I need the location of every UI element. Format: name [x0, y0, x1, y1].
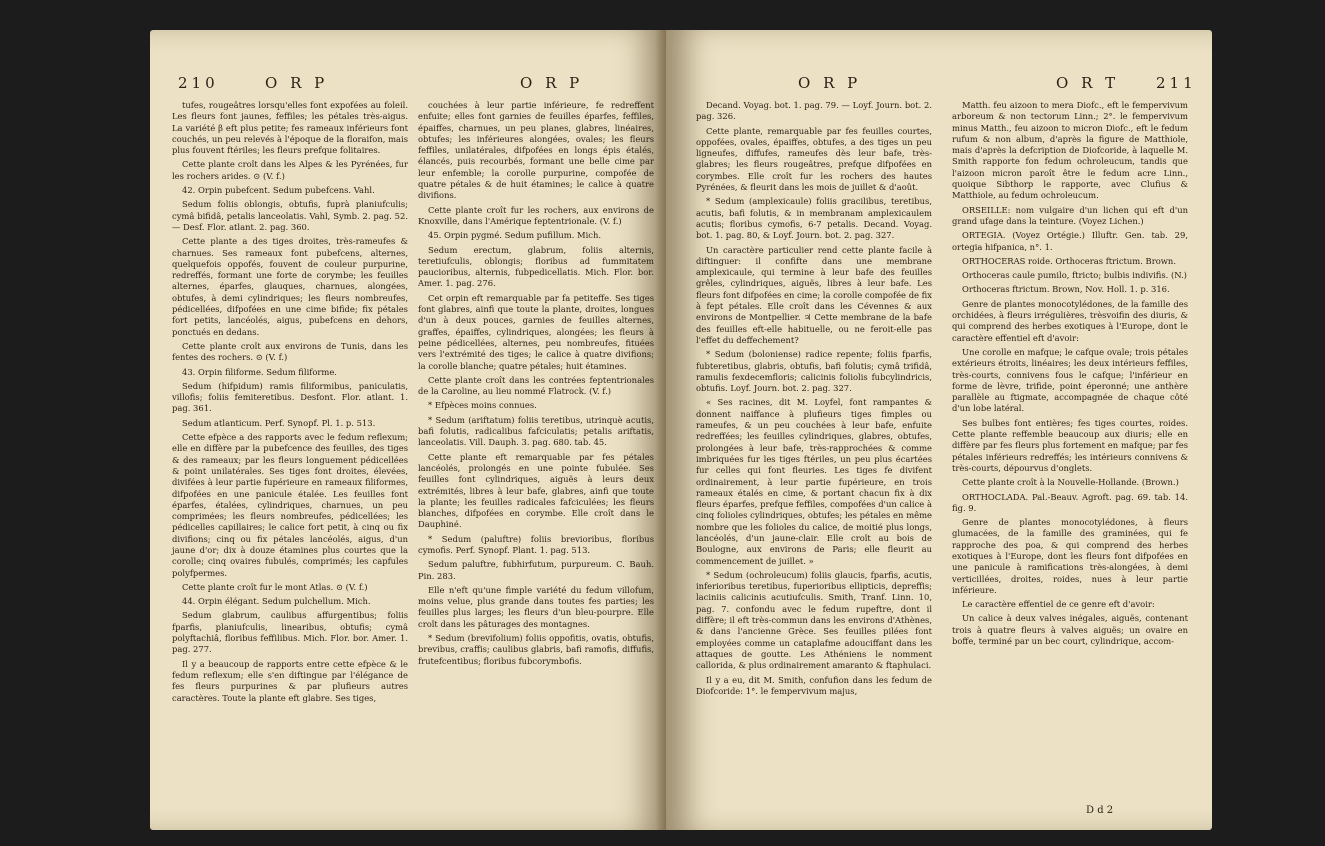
text-paragraph: Cet orpin eft remarquable par fa petiteffe. Ses tiges font glabres, ainfi que toute la plante, droites, longues d'un à deux pouces, garnies de feuilles alternes, graffes, épaiffes, cylindriques, alongées; les fleurs à peine pédicellées, alternes, peu nombreufes, fituées vers l'extrémité des tiges; le calice à quatre divifions; la corolle blanche; quatre pétales; huit étamines.	[418, 292, 654, 371]
text-paragraph: Cette plante croît aux environs de Tunis, dans les fentes des rochers. ⊙ (V. f.)	[172, 340, 408, 363]
left-page-header	[170, 74, 646, 98]
text-paragraph: Sedum erectum, glabrum, foliis alternis, teretiufculis, oblongis; floribus ad fummitatem paucioribus, alternis, fubpedicellatis. Mich. Flor. bor. Amer. 1. pag. 276.	[418, 244, 654, 289]
text-paragraph: Matth. feu aizoon to mera Diofc., eft le fempervivum arboreum & non tectorum Linn.; 2°. le fempervivum minus Matth., feu aizoon to micron Diofc., eft le fedum rufum & non album, d'après la figure de Matthiole, mais d'après la defcription de Diofcoride, à laquelle M. Smith rapporte fon fedum ochroleucum, tandis que l'aizoon micron paroît être le fedum acre Linn., quoique Sibthorp le rapporte, avec Clufius & Matthiole, au fedum ochroleucum.	[952, 100, 1188, 201]
text-paragraph: Orthoceras ftrictum. Brown, Nov. Holl. 1. p. 316.	[962, 284, 1170, 295]
text-paragraph: Cette plante a des tiges droites, très-rameufes & charnues. Ses rameaux font pubefcens, alternes, quelquefois oppofés, fouvent de couleur purpurine, redreffés, formant une forte de corymbe; les feuilles alternes, éparfes, glauques, charnues, alongées, obtufes, à demi cylindriques; les fleurs nombreufes, pédicellées, difpofées en une cime bifide; fix pétales fort petits, lancéolés, aigus, pubefcens en dehors, ponctués en dedans.	[172, 236, 408, 337]
text-paragraph: Le caractère effentiel de ce genre eft d'avoir:	[962, 599, 1155, 610]
text-paragraph: Genre de plantes monocotylédones, de la famille des orchidées, à fleurs irrégulières, trèsvoifin des diuris, & qui comprend des herbes exotiques à l'Europe, dont le caractère effentiel eft d'avoir:	[952, 298, 1188, 343]
text-paragraph: * Sedum (ariftatum) foliis teretibus, utrinquè acutis, bafi folutis, radicalibus fafciculatis; petalis ariftatis, lanceolatis. Vill. Dauph. 3. pag. 680. tab. 45.	[418, 414, 654, 448]
open-book	[150, 30, 1212, 830]
text-paragraph: Sedum paluftre, fubhirfutum, purpureum. C. Bauh. Pin. 283.	[418, 559, 654, 581]
text-paragraph: Genre de plantes monocotylédones, à fleurs glumacées, de la famille des graminées, qui fe rapproche des poa, & qui comprend des herbes exotiques à l'Europe, dont les fleurs font difpofées en une panicule à ramifications très-alongées, à demi verticillées, droites, roides, nues à leur partie inférieure.	[952, 517, 1188, 595]
text-paragraph: Il y a beaucoup de rapports entre cette efpèce & le fedum reflexum; elle s'en diftingue par l'élégance de fes fleurs purpurines & par plufieurs autres caractères. Toute la plante eft glabre. Ses tiges,	[172, 658, 408, 703]
text-paragraph: ORSEILLE: nom vulgaire d'un lichen qui eft d'un grand ufage dans la teinture. (Voyez Lichen.)	[952, 204, 1188, 226]
text-paragraph: * Sedum (boloniense) radice repente; foliis fparfis, fubteretibus, glabris, obtufis, bafi folutis; cymâ trifidâ, ramulis fexdecemfloris; calicinis foliolis fubcylindricis, obtufis. Loyf. Journ. bot. 2. pag. 327.	[696, 349, 932, 394]
text-paragraph: 42. Orpin pubefcent. Sedum pubefcens. Vahl.	[182, 185, 375, 196]
right-column-1	[696, 100, 932, 700]
running-head-left: O R P	[265, 74, 329, 92]
text-paragraph: Orthoceras caule pumilo, ftricto; bulbis indivifis. (N.)	[962, 270, 1187, 281]
text-paragraph: Sedum atlanticum. Perf. Synopf. Pl. 1. p. 513.	[182, 417, 376, 428]
text-paragraph: Elle n'eft qu'une fimple variété du fedum villofum, moins velue, plus grande dans toutes fes parties; les feuilles plus larges; les fleurs d'un bleu-pourpre. Elle croît dans les pâturages des montagnes.	[418, 584, 654, 629]
text-paragraph: couchées à leur partie inférieure, fe redreffent enfuite; elles font garnies de feuilles éparfes, feffiles, épaiffes, charnues, un peu planes, glabres, linéaires, obtufes; les inférieures alongées, ovales; les fleurs feffiles, unilatérales, difpofées en longs épis étalés, élancés, puis recourbés, formant une belle cime par leur enfemble; la corolle purpurine, compofée de quatre pétales & de huit étamines; le calice à quatre divifions.	[418, 100, 654, 201]
text-paragraph: Un calice à deux valves inégales, aiguës, contenant trois à quatre fleurs à valves aiguës; un ovaire en boffe, terminé par un bec court, cylindrique, accom-	[952, 613, 1188, 647]
text-paragraph: 44. Orpin élégant. Sedum pulchellum. Mich.	[182, 596, 371, 607]
left-column-2	[418, 100, 654, 670]
page-number: 211	[1156, 74, 1197, 92]
text-paragraph: Il y a eu, dit M. Smith, confufion dans les fedum de Diofcoride: 1°. le fempervivum majus,	[696, 674, 932, 696]
running-head-left: O R P	[798, 74, 862, 92]
text-paragraph: Cette efpèce a des rapports avec le fedum reflexum; elle en diffère par la pubefcence des feuilles, des tiges & des rameaux; par les fleurs longuement pédicellées & point unilatérales. Ses tiges font droites, élevées, divifées à leur partie fupérieure en rameaux filiformes, difpofées en une panicule étalée. Les feuilles font éparfes, étalées, cylindriques, charnues, un peu comprimées; les fleurs nombreufes, pédicellées; les pédicelles capillaires; le calice fort petit, à cinq ou fix divifions; cinq ou fix pétales lancéolés, aigus, d'un jaune d'or; dix à douze étamines plus courtes que la corolle; cinq ovaires fubulés, comprimés; les capfules polyfpermes.	[172, 432, 408, 578]
text-paragraph: ORTEGIA. (Voyez Ortégie.) Illuftr. Gen. tab. 29, ortegia hifpanica, n°. 1.	[952, 230, 1188, 252]
text-paragraph: tufes, rougeâtres lorsqu'elles font expofées au foleil. Les fleurs font jaunes, feffiles; les pétales très-aigus. La variété β eft plus petite; fes rameaux inférieurs font couchés, un peu relevés à l'époque de la floraifon, mais plus fouvent ftériles; les fleurs prefque folitaires.	[172, 100, 408, 156]
text-paragraph: Cette plante croît à la Nouvelle-Hollande. (Brown.)	[962, 477, 1179, 488]
text-paragraph: * Sedum (paluftre) foliis brevioribus, floribus cymofis. Perf. Synopf. Plant. 1. pag. 513.	[418, 533, 654, 555]
text-paragraph: ORTHOCERAS roide. Orthoceras ftrictum. Brown.	[962, 255, 1176, 266]
text-paragraph: * Sedum (ochroleucum) foliis glaucis, fparfis, acutis, inferioribus teretibus, fuperioribus ellipticis, depreffis; laciniis calicinis acutiufculis. Smith, Tranf. Linn. 10, pag. 7. confondu avec le fedum rupeftre, dont il diffère; il eft très-commun dans les environs d'Athènes, & dans l'ancienne Grèce. Ses feuilles pilées font employées comme un cataplafme adouciffant dans les attaques de goutte. Les Athéniens le nomment callorida, & plus ordinairement amaranto & ftaphulaci.	[696, 569, 932, 671]
text-paragraph: Sedum glabrum, caulibus affurgentibus; foliis fparfis, planiufculis, linearibus, obtufis; cymâ polyftachiâ, floribus feffilibus. Mich. Flor. bor. Amer. 1. pag. 277.	[172, 610, 408, 655]
text-paragraph: Un caractère particulier rend cette plante facile à diftinguer: il confifte dans une membrane amplexicaule, qui termine à leur bafe des feuilles grêles, cylindriques, aiguës, libres à leur bafe. Les fleurs font difpofées en cime; la corolle compofée de fix à fept pétales. Elle croît dans les Cévennes & aux environs de Montpellier. ♃ Cette membrane de la bafe des feuilles eft-elle habituelle, ou ne feroit-elle pas l'effet du deffechement?	[696, 244, 932, 345]
text-paragraph: Ses bulbes font entières; fes tiges courtes, roides. Cette plante reffemble beaucoup aux diuris; elle en diffère par fes fleurs plus fortement en mafque; par fes pétales inférieurs redreffés; les intérieurs connivens & très-courts, dépourvus d'onglets.	[952, 417, 1188, 473]
running-head-right: O R T	[1056, 74, 1120, 92]
signature-mark: D d 2	[1086, 805, 1114, 816]
right-page-header	[686, 74, 1197, 98]
text-paragraph: 43. Orpin filiforme. Sedum filiforme.	[182, 366, 337, 377]
text-paragraph: Cette plante croît dans les Alpes & les Pyrénées, fur les rochers arides. ⊙ (V. f.)	[172, 159, 408, 181]
text-paragraph: 45. Orpin pygmé. Sedum pufillum. Mich.	[428, 230, 602, 241]
left-column-1	[172, 100, 408, 707]
page-number: 210	[178, 74, 219, 92]
right-page	[666, 30, 1212, 830]
text-paragraph: * Sedum (amplexicaule) foliis gracilibus, teretibus, acutis, bafi folutis, & in membranam amplexicaulem acutis; floribus cymofis, 6-7 petalis. Decand. Voyag. bot. 1. pag. 80, & Loyf. Journ. bot. 2. pag. 327.	[696, 196, 932, 241]
text-paragraph: Une corolle en mafque; le cafque ovale; trois pétales extérieurs étroits, linéaires; les deux intérieurs feffiles, très-courts, connivens fous le cafque; l'inférieur en forme de lèvre, trifide, point éperonné; une anthère parallèle au ftigmate, accompagnée de chaque côté d'un lobe latéral.	[952, 346, 1188, 414]
text-paragraph: « Ses racines, dit M. Loyfel, font rampantes & donnent naiffance à plufieurs tiges fimples ou rameufes, & un peu couchées à leur bafe, enfuite redreffées; les feuilles cylindriques, glabres, obtufes, prolongées à leur bafe, très-rapprochées & comme imbriquées fur les tiges ftériles, un peu plus écartées fur celles qui font fleuries. Les tiges fe divifent ordinairement, à leur partie fupérieure, en trois rameaux étalés en cime, & portant chacun fix à dix fleurs éparfes, prefque feffiles, compofées d'un calice à cinq folioles cylindriques, obtufes; les pétales en même nombre que les folioles du calice, de moitié plus longs, lancéolés, d'un jaune-clair. Elle croît au bois de Boulogne, aux environs de Paris; elle fleurit au commencement de juillet. »	[696, 397, 932, 566]
text-paragraph: Cette plante, remarquable par fes feuilles courtes, oppofées, ovales, épaiffes, obtufes, a des tiges un peu ligneufes, diffufes, rameufes dès leur bafe, très-glabres; les fleurs rougeâtres, prefque difpofées en corymbes. Elle croît fur les rochers des hautes Pyrénées, & fleurit dans les mois de juillet & d'août.	[696, 125, 932, 193]
text-paragraph: Decand. Voyag. bot. 1. pag. 79. — Loyf. Journ. bot. 2. pag. 326.	[696, 100, 932, 122]
text-paragraph: ORTHOCLADA. Pal.-Beauv. Agroft. pag. 69. tab. 14. fig. 9.	[952, 491, 1188, 513]
text-paragraph: Cette plante croît dans les contrées feptentrionales de la Caroline, au lieu nommé Flatrock. (V. f.)	[418, 374, 654, 397]
text-paragraph: Sedum (hifpidum) ramis filiformibus, paniculatis, villofis; foliis femiteretibus. Desfont. Flor. atlant. 1. pag. 361.	[172, 380, 408, 414]
text-paragraph: * Sedum (brevifolium) foliis oppofitis, ovatis, obtufis, brevibus, craffis; caulibus glabris, bafi ramofis, diffufis, frutefcentibus; floribus fubcorymbofis.	[418, 633, 654, 666]
text-paragraph: Sedum foliis oblongis, obtufis, fuprà planiufculis; cymâ bifidâ, petalis lanceolatis. Vahl, Symb. 2. pag. 52. — Desf. Flor. atlant. 2. pag. 360.	[172, 199, 408, 232]
text-paragraph: Cette plante eft remarquable par fes pétales lancéolés, prolongés en une pointe fubulée. Ses feuilles font cylindriques, aiguës à leurs deux extrémités, libres à leur bafe, glabres, ainfi que toute la plante; les feuilles radicales fafciculées; les fleurs blanches, difpofées en corymbe. Elle croît dans le Dauphiné.	[418, 451, 654, 530]
running-head-right: O R P	[520, 74, 584, 92]
text-paragraph: Cette plante croît fur les rochers, aux environs de Knoxville, dans l'Amérique feptentrionale. (V. f.)	[418, 204, 654, 226]
left-page	[150, 30, 666, 830]
right-column-2	[952, 100, 1188, 650]
text-paragraph: Cette plante croît fur le mont Atlas. ⊙ (V. f.)	[182, 581, 368, 592]
text-paragraph: * Efpèces moins connues.	[428, 400, 537, 411]
